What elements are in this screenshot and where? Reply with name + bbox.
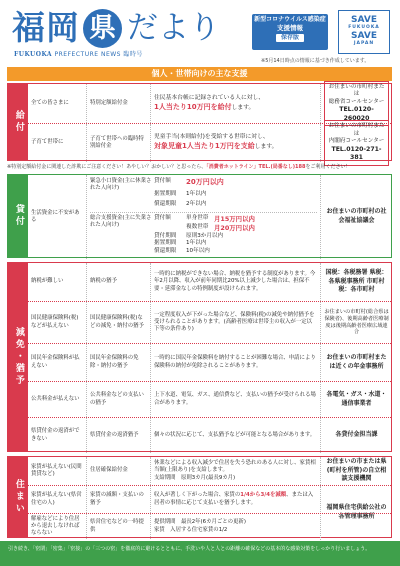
row-contact: お住まいの市町村の社会福祉協議会 xyxy=(320,175,392,259)
row-contact: 国税：各税務署 県税：各県税事務所 市町村税：各市町村 xyxy=(320,263,392,301)
row-detail xyxy=(150,457,320,485)
tag-keep: 保存版 xyxy=(276,34,304,42)
table-row xyxy=(28,417,391,453)
contact-tel: TEL.0120-260020 xyxy=(339,106,374,122)
contact-line1: お住まいの市町村または xyxy=(328,83,385,98)
contact-line2: 総務省コールセンター xyxy=(328,98,385,105)
footer-message: 引き続き、「密閉」「密集」「密接」の「三つの密」を徹底的に避けるとともに、手洗いや人と人との距離の確保などの基本的な感染対策をしっかり行いましょう。 xyxy=(0,541,400,566)
term-label: 償還期限 xyxy=(154,201,177,208)
detail-highlight: 1/4から3/4を減額 xyxy=(240,492,287,499)
row-program: 子育て世帯への臨時特別給付金 xyxy=(86,124,150,162)
header xyxy=(0,0,400,70)
row-detail xyxy=(150,486,320,513)
table-row xyxy=(28,301,391,343)
tag-line2: 支援情報 xyxy=(277,23,303,32)
term-value: 月15万円以内 xyxy=(214,215,255,223)
loan-item-1-name: 緊急小口資金(主に休業された人向け) xyxy=(90,178,152,192)
masthead-logo xyxy=(12,8,220,48)
contact-line1: お住まいの市町村または xyxy=(328,123,385,137)
row-contact: 各電気・ガス・水道・通信事業者 xyxy=(320,382,392,417)
table-row xyxy=(28,513,391,539)
term-sub: 単身世帯 xyxy=(186,215,209,221)
kashitsuke-label: 貸付 xyxy=(8,175,28,257)
row-program: 家賃の減額・支払いの猶予 xyxy=(86,486,150,513)
row-detail xyxy=(150,514,320,539)
covid-support-tag xyxy=(252,14,328,50)
term-value: 20万円以内 xyxy=(186,178,224,186)
row-detail: 上下水道、電気、ガス、通信費など、支払いの猶予が受けられる場合があります。 xyxy=(150,382,320,417)
title-ken-circle: 県 xyxy=(83,9,122,48)
row-program: 県貸付金の返済猶予 xyxy=(86,418,150,453)
detail-text: 休業などによる収入減少で住居を失う恐れのある人に対し、家賃相当額(上限あり)を支給します。 xyxy=(154,460,316,474)
title-fukuoka: 福岡 xyxy=(12,8,80,47)
warning-hotline: 「消費者ホットライン」TEL.(局番なし)188 xyxy=(206,164,306,170)
row-target: 家賃が払えない(民間賃貸など) xyxy=(31,463,82,477)
term-value: 1年以内 xyxy=(186,240,207,247)
row-contact xyxy=(320,84,392,123)
detail-end: します。 xyxy=(254,144,278,150)
kyufu-label: 給付 xyxy=(8,84,28,160)
warning-text: ※特別定額給付金に関連した詐欺にご注意ください！あやしい？おかしい？と思ったら、 xyxy=(7,164,207,170)
row-detail: 一時的に国民年金保険料を納付することが困難な場合、申請により保険料の納付が免除されることがあります。 xyxy=(150,344,320,381)
row-detail: 一定程度収入が下がった場合など、保険料(税)の減免や納付猶予を受けられることがあります。(高齢者医療は世帯主の収入が一定以下等の条件あり) xyxy=(150,302,320,343)
save-line4: JAPAN xyxy=(353,41,375,46)
section-title-band: 個人・世帯向けの主な支援 xyxy=(7,67,392,81)
detail-highlight: 対象児童1人当たり1万円を支給 xyxy=(154,142,255,150)
term-label: 貸付額 xyxy=(154,215,171,221)
save-line1: SAVE xyxy=(351,15,377,25)
date-note: ※5月14日時点の情報に基づき作成しています。 xyxy=(261,58,370,64)
row-target: 国民健康保険料(税)などが払えない xyxy=(31,315,79,329)
detail-text: 収入が著しく下がった場合、家賃の xyxy=(154,492,241,499)
row-target: 家賃が払えない(県営住宅の人) xyxy=(31,492,82,506)
row-contact: お住まいの市町村(総合県は保険者)、後期高齢者医療制度は後期高齢者医療広域連合 xyxy=(320,302,392,343)
row-contact: 福岡県住宅供給公社の各管理事務所 xyxy=(320,486,392,540)
detail-end: します。 xyxy=(231,104,255,111)
table-row xyxy=(28,84,391,123)
term-label: 償還期限 xyxy=(154,248,177,255)
sumai-label: 住まい xyxy=(8,457,28,537)
loan-item-1 xyxy=(90,178,317,212)
row-target: 国民年金保険料が払えない xyxy=(31,355,80,369)
term-value: 1年以内 xyxy=(186,190,207,197)
loan-item-2-terms xyxy=(154,213,255,256)
term-label: 貸付額 xyxy=(154,178,171,184)
row-target: 生活資金に不安がある xyxy=(31,209,80,223)
row-program: 住居確保給付金 xyxy=(86,457,150,485)
row-program: 特別定額給付金 xyxy=(86,84,150,123)
row-program: 公共料金などの支払いの猶予 xyxy=(86,382,150,417)
term-sub: 複数世帯 xyxy=(186,223,209,230)
loan-item-1-terms xyxy=(154,178,224,212)
kashitsuke-section xyxy=(7,174,392,258)
save-line2: FUKUOKA xyxy=(348,25,380,30)
row-contact: お住まいの市または県(町村を所管)の自立相談支援機関 xyxy=(320,457,392,485)
row-program: 納税の猶予 xyxy=(86,263,150,301)
contact-box xyxy=(324,120,389,166)
table-row xyxy=(28,381,391,417)
detail-text: 住民基本台帳に記録されている人に対し、 xyxy=(154,94,265,101)
term-label: 据置期間 xyxy=(154,240,177,247)
save-fukuoka-logo xyxy=(338,10,390,54)
row-detail xyxy=(150,84,320,123)
genmen-section xyxy=(7,262,392,452)
sumai-section xyxy=(7,456,392,538)
table-row xyxy=(28,485,391,520)
term-value: 月20万円以内 xyxy=(214,223,255,232)
tag-line1: 新型コロナウイルス感染症 xyxy=(254,16,326,23)
row-detail xyxy=(150,124,320,162)
contact-line2: 内閣府コールセンター xyxy=(328,138,385,145)
detail-text: 児童手当(本則給付)を受給する世帯に対し、 xyxy=(154,134,269,141)
term-value: 原則3か月以内 xyxy=(186,232,224,239)
detail-end: 、または入居者の事情に応じて支払いを猶予します。 xyxy=(154,492,314,506)
subtitle-fukuoka: FUKUOKA xyxy=(14,51,53,58)
detail-rent: 家賃 入居する住宅家賃の1/2 xyxy=(154,526,228,533)
row-target: 県貸付金の返済ができない xyxy=(31,428,80,442)
warning-end: をご利用ください！ xyxy=(305,164,351,170)
detail-highlight: 1人当たり10万円を給付 xyxy=(154,102,232,111)
table-row xyxy=(28,123,391,162)
loan-details xyxy=(86,175,320,259)
loan-item-2 xyxy=(90,212,317,256)
term-value: 2年以内 xyxy=(186,201,207,208)
masthead-subtitle xyxy=(14,51,143,59)
detail-text: 提供期間 最長2年(6カ月ごとの更新) xyxy=(154,519,246,526)
table-row xyxy=(28,175,391,259)
row-contact: 各貸付金担当課 xyxy=(320,418,392,453)
save-line3: SAVE xyxy=(351,31,377,41)
row-target: 公共料金が払えない xyxy=(31,395,80,402)
row-program: 県営住宅などの一時提供 xyxy=(86,514,150,539)
table-row xyxy=(28,263,391,301)
row-program: 国民年金保険料の免除・納付の猶予 xyxy=(86,344,150,381)
fraud-warning xyxy=(7,164,392,171)
contact-tel: TEL.0120-271-381 xyxy=(331,145,382,162)
row-program: 国民健康保険料(税)などの減免・納付の猶予 xyxy=(86,302,150,343)
table-row xyxy=(28,343,391,381)
genmen-label: 減免・猶予 xyxy=(8,263,28,451)
row-contact xyxy=(320,124,392,162)
row-target: 解雇などにより住居から退去しなければならない xyxy=(31,515,80,536)
title-dayori: だより xyxy=(127,10,220,46)
subtitle-issue: 臨時号 xyxy=(123,51,143,58)
kyufu-section xyxy=(7,83,392,161)
row-detail: 一時的に納税ができない場合、納税を猶予する制度があります。今年2月以降、収入が前年同期比20%以上減少した場合は、担保不要・延滞金なしの特例制度が設けられます。 xyxy=(150,263,320,301)
row-target: 納税が難しい xyxy=(31,278,64,285)
term-value: 10年以内 xyxy=(186,248,210,255)
subtitle-prefnews: PREFECTURE NEWS xyxy=(54,51,121,58)
term-label: 据置期間 xyxy=(154,190,177,197)
table-row xyxy=(28,457,391,485)
detail-period: 支給期間 原則3カ月(最長9カ月) xyxy=(154,474,236,481)
term-label: 貸付期間 xyxy=(154,232,177,239)
loan-item-2-name: 総合支援資金(主に失業された人向け) xyxy=(90,215,152,229)
row-contact: お住まいの市町村または近くの年金事務所 xyxy=(320,344,392,381)
row-target: 子育て世帯に xyxy=(31,139,64,146)
row-detail: 個々の状況に応じて、支払猶予などが可能となる場合があります。 xyxy=(150,418,320,453)
row-target: 全ての皆さまに xyxy=(31,99,69,106)
